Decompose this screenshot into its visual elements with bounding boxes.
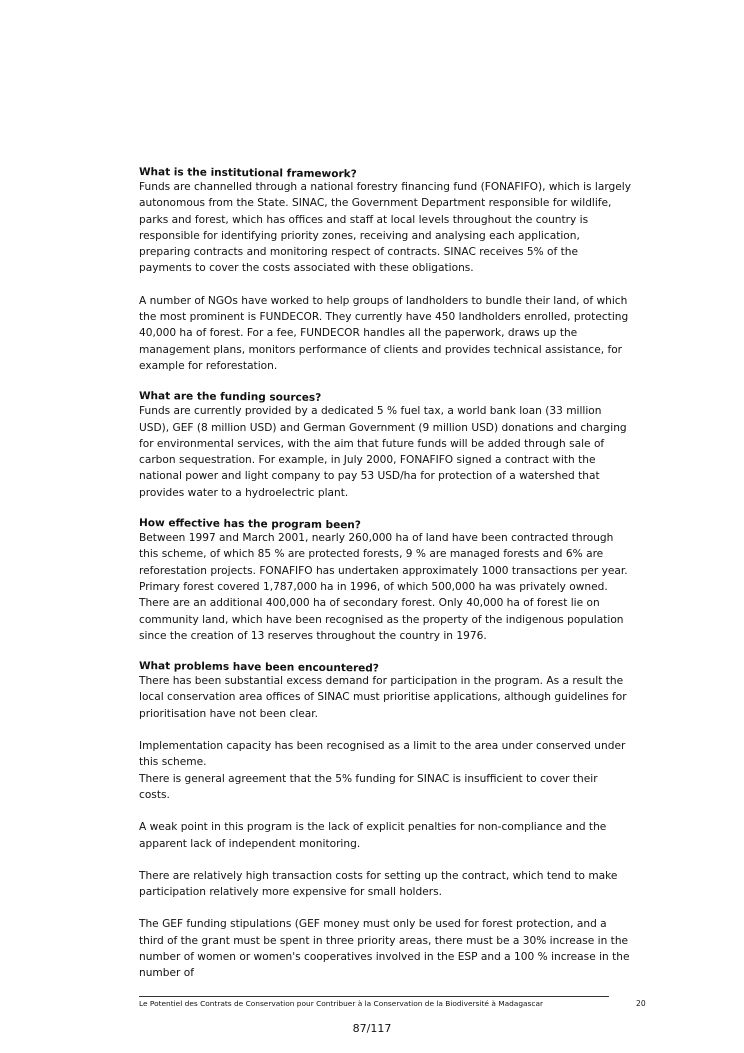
section-funding-sources bbox=[139, 390, 631, 501]
footer-page-number: 20 bbox=[636, 999, 646, 1008]
paragraph: A number of NGOs have worked to help groups of landholders to bundle their land, of which the most prominent is FUNDECOR. They currently have 450 landholders enrolled, protecting 40,000 ha of forest. For a fee, FUNDECOR handles all the paperwork, draws up the management plans, monitors performance of clients and provides technical assistance, for example for reforestation. bbox=[139, 294, 629, 372]
paragraph: There is general agreement that the 5% funding for SINAC is insufficient to cover their costs. bbox=[139, 772, 598, 801]
section-problems-encountered bbox=[139, 660, 631, 981]
section-heading: What are the funding sources? bbox=[138, 390, 322, 405]
paragraph: Between 1997 and March 2001, nearly 260,000 ha of land have been contracted through this scheme, of which 85 % are protected forests, 9 % are managed forests and 6% are reforestation projects. FONAFIFO has undertaken approximately 1000 transactions per year. Primary forest covered 1,787,000 ha in 1996, of which 500,000 ha was privately owned. There are an additional 400,000 ha of secondary forest. Only 40,000 ha of forest lie on community land, which have been recognised as the property of the indigenous population since the creation of 13 reserves throughout the country in 1976. bbox=[139, 532, 628, 642]
section-heading: What is the institutional framework? bbox=[138, 166, 357, 181]
paragraph: The GEF funding stipulations (GEF money must only be used for forest protection, and a third of the grant must be spent in three priority areas, there must be a 30% increase in the number of women or women's cooperatives involved in the ESP and a 100 % increase in the number of bbox=[139, 918, 630, 980]
footer-divider bbox=[139, 996, 609, 997]
footer-title: Le Potentiel des Contrats de Conservation pour Contribuer à la Conservation de la Biodiversité à Madagascar bbox=[139, 999, 544, 1008]
paragraph: There has been substantial excess demand for participation in the program. As a result the local conservation area offices of SINAC must prioritise applications, although guidelines for prioritisation have not been clear. bbox=[139, 675, 627, 720]
paragraph: There are relatively high transaction costs for setting up the contract, which tend to make participation relatively more expensive for small holders. bbox=[139, 869, 618, 899]
paragraph: A weak point in this program is the lack of explicit penalties for non-compliance and the apparent lack of independent monitoring. bbox=[139, 821, 607, 850]
document-body bbox=[139, 166, 631, 998]
paragraph: Funds are channelled through a national forestry financing fund (FONAFIFO), which is largely autonomous from the State. SINAC, the Government Department responsible for wildlife, parks and forest, which has offices and staff at local levels throughout the country is responsible for identifying priority zones, receiving and analysing each application, preparing contracts and monitoring respect of contracts. SINAC receives 5% of the payments to cover the costs associated with these obligations. bbox=[139, 181, 631, 275]
paragraph: Funds are currently provided by a dedicated 5 % fuel tax, a world bank loan (33 million USD), GEF (8 million USD) and German Government (9 million USD) donations and charging for environmental services, with the aim that future funds will be added through sale of carbon sequestration. For example, in July 2000, FONAFIFO signed a contract with the national power and light company to pay 53 USD/ha for protection of a watershed that provides water to a hydroelectric plant. bbox=[139, 405, 627, 499]
section-institutional-framework bbox=[139, 166, 631, 374]
section-heading: What problems have been encountered? bbox=[138, 660, 379, 675]
section-program-effectiveness bbox=[139, 517, 631, 644]
paragraph: Implementation capacity has been recognised as a limit to the area under conserved under this scheme. bbox=[139, 740, 626, 769]
section-heading: How effective has the program been? bbox=[138, 517, 361, 532]
page-counter: 87/117 bbox=[352, 1022, 392, 1035]
